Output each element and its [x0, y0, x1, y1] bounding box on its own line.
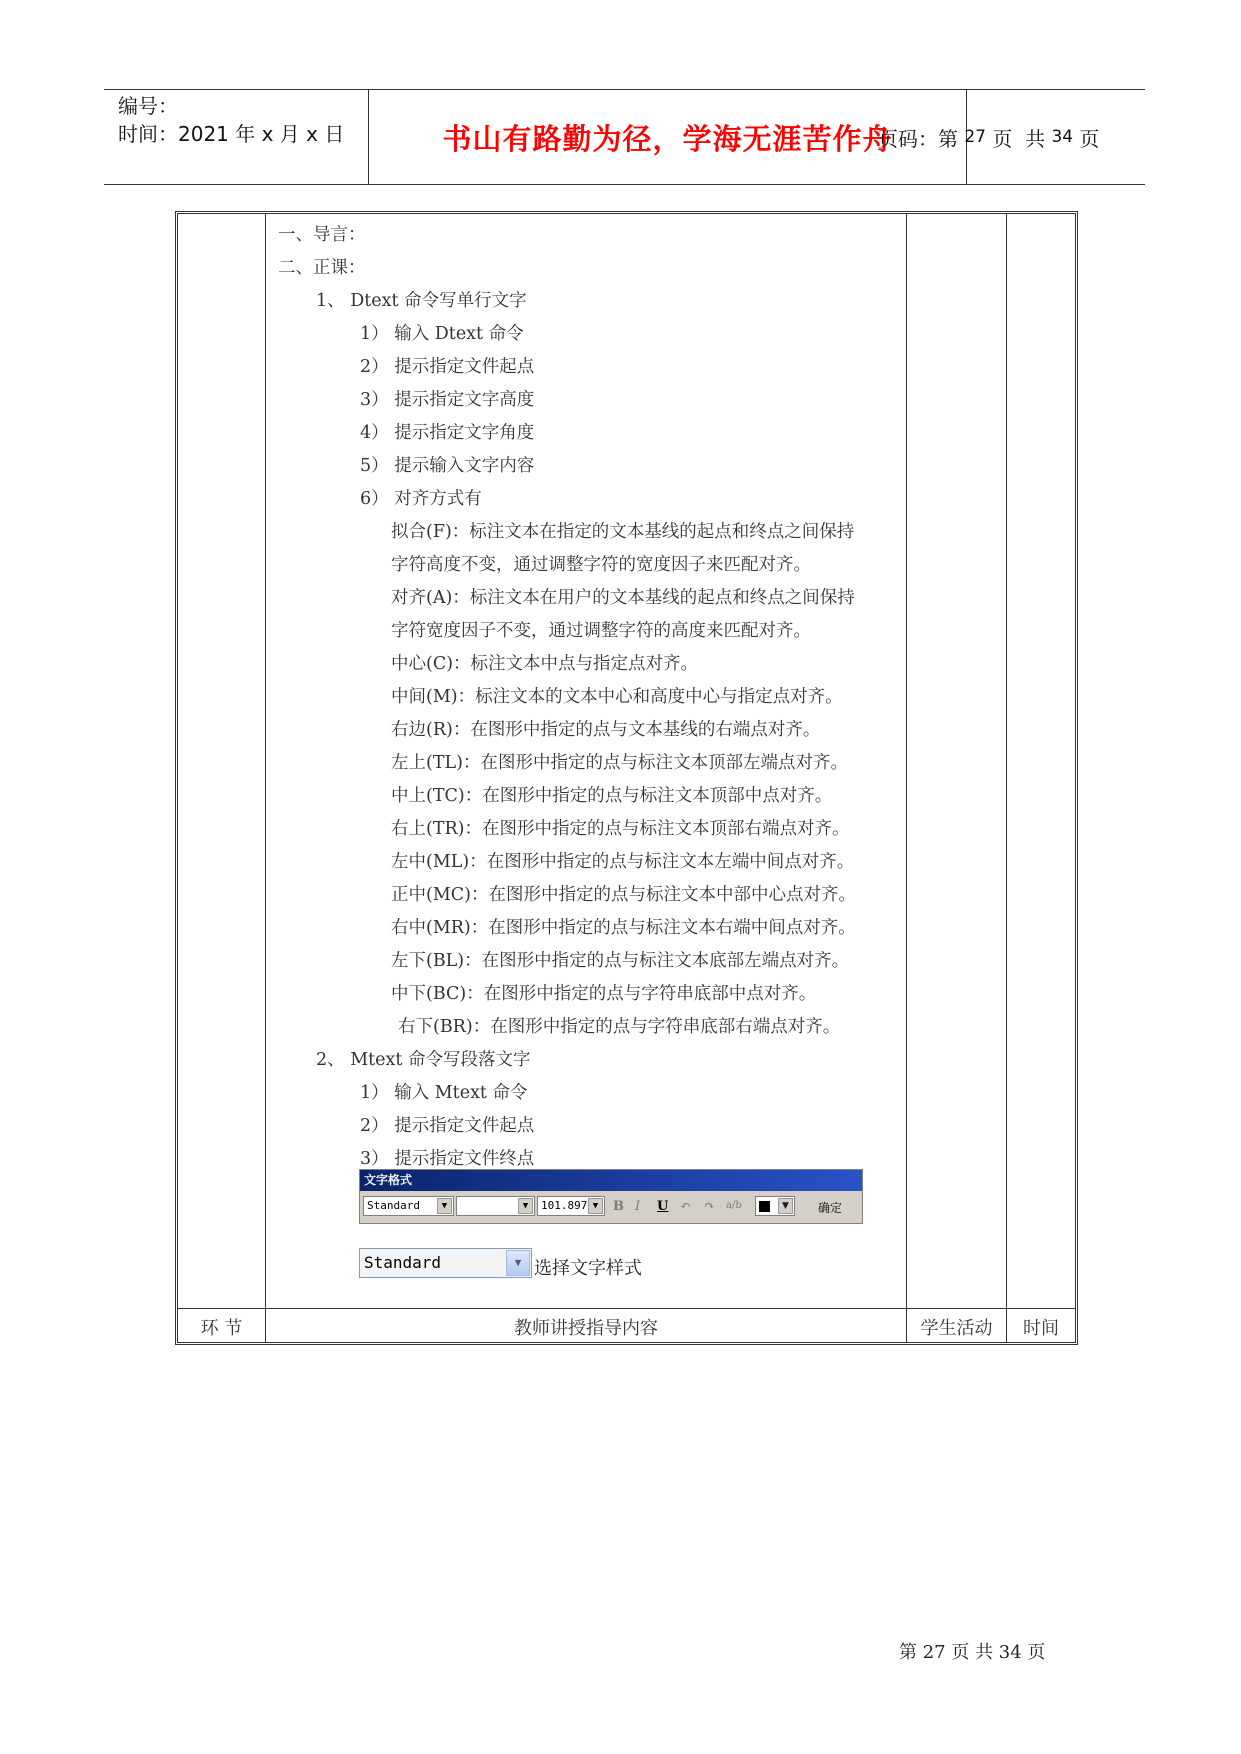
height-select[interactable]: 101.897 ▼ — [537, 1196, 605, 1216]
text-line: 6） 对齐方式有 — [360, 489, 482, 509]
text-line: 拟合(F)：标注文本在指定的文本基线的起点和终点之间保持 — [391, 522, 855, 542]
document-header — [104, 89, 1145, 185]
text-line: 4） 提示指定文字角度 — [360, 423, 535, 443]
text-line: 右中(MR)：在图形中指定的点与标注文本右端中间点对齐。 — [391, 918, 856, 938]
chevron-down-icon[interactable]: ▼ — [437, 1198, 452, 1214]
text-line: 二、正课： — [278, 258, 366, 278]
text-line: 5） 提示输入文字内容 — [360, 456, 535, 476]
footer-cell-activity: 学生活动 — [920, 1318, 993, 1339]
text-line: 1） 输入 Mtext 命令 — [360, 1083, 528, 1103]
text-line: 中上(TC)：在图形中指定的点与标注文本顶部中点对齐。 — [391, 786, 833, 806]
header-left — [118, 92, 344, 148]
text-line: 一、导言： — [278, 225, 366, 245]
font-select[interactable] — [456, 1196, 535, 1216]
text-line: 3） 提示指定文件终点 — [360, 1149, 535, 1169]
header-page-info: 页码：第 27 页 共 34 页 — [878, 126, 1100, 151]
text-line: 右边(R)：在图形中指定的点与文本基线的右端点对齐。 — [391, 720, 821, 740]
text-style-combo[interactable]: Standard ▼ — [359, 1248, 532, 1278]
text-line: 2） 提示指定文件起点 — [360, 1116, 535, 1136]
text-line: 1、 Dtext 命令写单行文字 — [316, 291, 527, 311]
column-divider — [1006, 214, 1007, 1342]
motto: 书山有路勤为径，学海无涯苦作舟 — [442, 121, 893, 156]
underline-button[interactable]: U — [657, 1199, 669, 1214]
text-line: 右上(TR)：在图形中指定的点与标注文本顶部右端点对齐。 — [391, 819, 850, 839]
text-style-label: 选择文字样式 — [534, 1258, 642, 1279]
ok-button[interactable]: 确定 — [818, 1201, 843, 1215]
column-divider — [906, 214, 907, 1342]
text-line: 3） 提示指定文字高度 — [360, 390, 535, 410]
text-line: 字符宽度因子不变，通过调整字符的高度来匹配对齐。 — [391, 621, 811, 641]
text-line: 中下(BC)：在图形中指定的点与字符串底部中点对齐。 — [391, 984, 817, 1004]
stack-button[interactable]: a/b — [726, 1200, 742, 1211]
text-line: 字符高度不变，通过调整字符的宽度因子来匹配对齐。 — [391, 555, 811, 575]
text-line: 中心(C)：标注文本中点与指定点对齐。 — [391, 654, 699, 674]
footer-cell-section: 环 节 — [200, 1318, 243, 1339]
text-line: 正中(MC)：在图形中指定的点与标注文本中部中心点对齐。 — [391, 885, 856, 905]
undo-button[interactable]: ↶ — [680, 1199, 691, 1214]
chevron-down-icon[interactable]: ▼ — [506, 1250, 530, 1276]
text-line: 右下(BR)：在图形中指定的点与字符串底部右端点对齐。 — [398, 1017, 841, 1037]
lesson-table — [175, 211, 1078, 1345]
footer-cell-content: 教师讲授指导内容 — [514, 1318, 658, 1339]
italic-button[interactable]: I — [635, 1199, 641, 1214]
page-footer: 第 27 页 共 34 页 — [899, 1642, 1046, 1663]
chevron-down-icon[interactable]: ▼ — [518, 1198, 533, 1214]
color-swatch — [759, 1201, 770, 1212]
chevron-down-icon[interactable]: ▼ — [588, 1198, 603, 1214]
toolbar-row — [360, 1191, 862, 1223]
text-line: 2） 提示指定文件起点 — [360, 357, 535, 377]
footer-cell-time: 时间 — [1023, 1318, 1059, 1339]
page-number: 27 — [964, 127, 986, 147]
time-label: 时间：2021 年 x 月 x 日 — [118, 122, 345, 146]
text-line: 1） 输入 Dtext 命令 — [360, 324, 524, 344]
id-label: 编号： — [118, 94, 178, 118]
bold-button[interactable]: B — [613, 1199, 624, 1214]
text-line: 2、 Mtext 命令写段落文字 — [316, 1050, 531, 1070]
color-select[interactable] — [755, 1196, 795, 1216]
column-divider — [265, 214, 266, 1342]
text-line: 左中(ML)：在图形中指定的点与标注文本左端中间点对齐。 — [391, 852, 855, 872]
redo-button[interactable]: ↷ — [704, 1199, 715, 1214]
text-line: 对齐(A)：标注文本在用户的文本基线的起点和终点之间保持 — [391, 588, 855, 608]
text-line: 左上(TL)：在图形中指定的点与标注文本顶部左端点对齐。 — [391, 753, 848, 773]
page-total: 34 — [1051, 127, 1074, 147]
text-format-toolbar — [359, 1169, 863, 1224]
style-select[interactable]: Standard ▼ — [363, 1196, 454, 1216]
toolbar-title: 文字格式 — [360, 1170, 862, 1191]
text-line: 左下(BL)：在图形中指定的点与标注文本底部左端点对齐。 — [391, 951, 850, 971]
chevron-down-icon[interactable]: ▼ — [778, 1198, 793, 1214]
text-line: 中间(M)：标注文本的文本中心和高度中心与指定点对齐。 — [391, 687, 843, 707]
